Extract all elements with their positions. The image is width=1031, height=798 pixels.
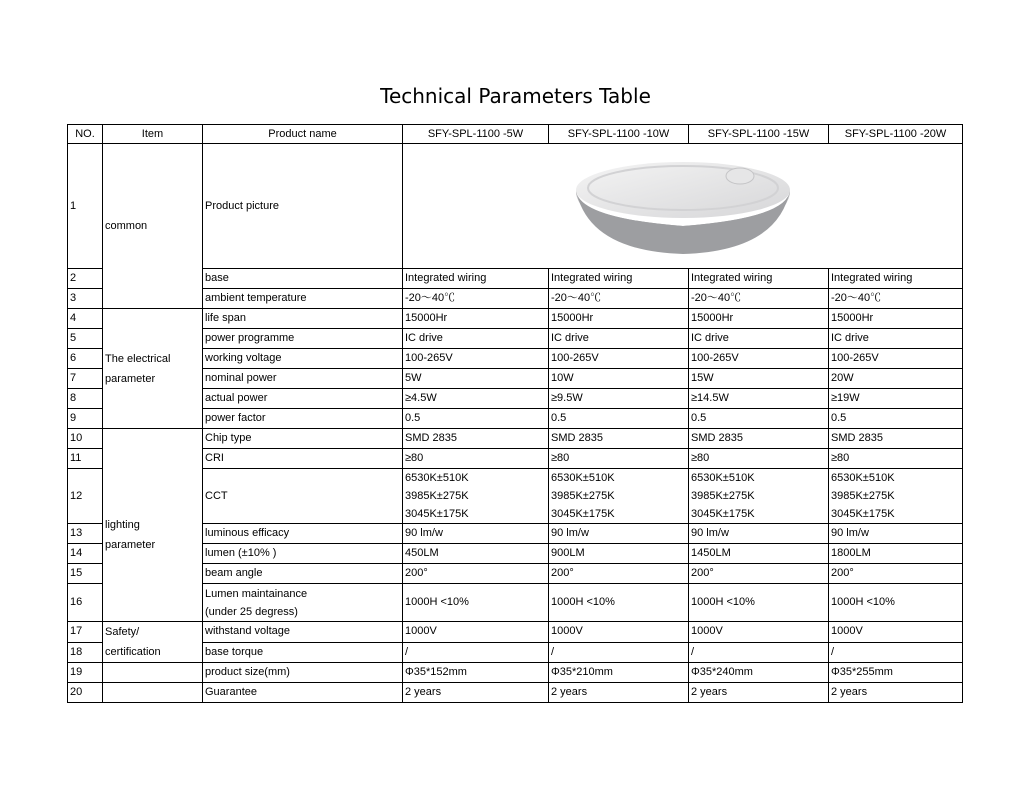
cell-value: 900LM <box>549 544 689 564</box>
table-row <box>68 429 963 449</box>
table-row <box>68 409 963 429</box>
cell-value: -20～40℃ <box>549 289 689 309</box>
cell-value: 15000Hr <box>549 309 689 329</box>
cell-value: 10W <box>549 369 689 389</box>
cell-value: 450LM <box>403 544 549 564</box>
cell-value: 1000V <box>549 622 689 643</box>
group-safety <box>103 622 203 663</box>
row-label: Guarantee <box>203 683 403 703</box>
table-row <box>68 269 963 289</box>
header-model-5w: SFY-SPL-1100 -5W <box>403 125 549 144</box>
cell-value: SMD 2835 <box>549 429 689 449</box>
table-row <box>68 309 963 329</box>
table-row <box>68 469 963 524</box>
cell-value: 90 lm/w <box>689 524 829 544</box>
row-no: 5 <box>68 329 103 349</box>
cct-line: 3045K±175K <box>405 508 469 520</box>
group-label: The electrical <box>105 352 171 365</box>
ceiling-light-image <box>568 156 798 256</box>
cell-value: 100-265V <box>829 349 963 369</box>
cell-value: 90 lm/w <box>403 524 549 544</box>
cell-value: / <box>829 642 963 663</box>
group-lighting <box>103 429 203 622</box>
cct-line: 3985K±275K <box>551 490 615 502</box>
row-label: working voltage <box>203 349 403 369</box>
cell-value-cct <box>689 469 829 524</box>
cell-value: IC drive <box>403 329 549 349</box>
cell-value: Integrated wiring <box>829 269 963 289</box>
cell-value: Φ35*255mm <box>829 663 963 683</box>
cell-value: 1000V <box>403 622 549 643</box>
row-no: 17 <box>68 622 103 643</box>
cell-value: 200° <box>549 564 689 584</box>
cell-value: 5W <box>403 369 549 389</box>
cell-value: 15000Hr <box>829 309 963 329</box>
row-no: 8 <box>68 389 103 409</box>
table-row <box>68 663 963 683</box>
cell-value: Integrated wiring <box>549 269 689 289</box>
row-no: 15 <box>68 564 103 584</box>
parameters-table <box>67 124 963 703</box>
page-title: Technical Parameters Table <box>380 84 651 108</box>
row-no: 11 <box>68 449 103 469</box>
cct-line: 6530K±510K <box>405 472 469 484</box>
cell-value: ≥80 <box>829 449 963 469</box>
cell-value-cct <box>549 469 689 524</box>
cell-value: / <box>549 642 689 663</box>
cct-line: 3045K±175K <box>691 508 755 520</box>
row-label: Chip type <box>203 429 403 449</box>
row-label: power programme <box>203 329 403 349</box>
group-label: parameter <box>105 539 156 551</box>
table-row <box>68 524 963 544</box>
cell-value: 0.5 <box>403 409 549 429</box>
cell-value: ≥80 <box>549 449 689 469</box>
cell-value: ≥4.5W <box>403 389 549 409</box>
header-model-20w: SFY-SPL-1100 -20W <box>829 125 963 144</box>
cell-value: / <box>689 642 829 663</box>
cell-value: 2 years <box>829 683 963 703</box>
header-no: NO. <box>68 125 103 144</box>
cell-value: Integrated wiring <box>689 269 829 289</box>
header-item: Item <box>103 125 203 144</box>
cell-value-cct <box>829 469 963 524</box>
group-electrical <box>103 309 203 429</box>
row-no: 14 <box>68 544 103 564</box>
cell-value: 15W <box>689 369 829 389</box>
product-picture <box>403 144 963 269</box>
table-row <box>68 544 963 564</box>
row-no: 19 <box>68 663 103 683</box>
cell-value: 1000V <box>829 622 963 643</box>
cct-line: 6530K±510K <box>691 472 755 484</box>
cell-value: 90 lm/w <box>549 524 689 544</box>
cell-value: ≥19W <box>829 389 963 409</box>
group-label: certification <box>105 646 161 658</box>
cell-value-cct <box>403 469 549 524</box>
cell-value: 200° <box>689 564 829 584</box>
cell-value: IC drive <box>549 329 689 349</box>
row-label: withstand voltage <box>203 622 403 643</box>
cell-value: 90 lm/w <box>829 524 963 544</box>
cell-value: 1000H <10% <box>549 584 689 622</box>
cell-value: Φ35*152mm <box>403 663 549 683</box>
row-label: luminous efficacy <box>203 524 403 544</box>
table-row <box>68 329 963 349</box>
table-row <box>68 369 963 389</box>
row-label: life span <box>203 309 403 329</box>
cct-line: 3045K±175K <box>551 508 615 520</box>
cell-value: 100-265V <box>403 349 549 369</box>
row-label: CCT <box>203 469 403 524</box>
cell-value: 15000Hr <box>689 309 829 329</box>
header-row <box>68 125 963 144</box>
table-row <box>68 449 963 469</box>
group-common <box>103 144 203 309</box>
empty-group-cell <box>103 683 203 703</box>
row-no: 16 <box>68 584 103 622</box>
cell-value: -20～40℃ <box>403 289 549 309</box>
table-row <box>68 584 963 622</box>
row-label: lumen (±10% ) <box>203 544 403 564</box>
row-label: power factor <box>203 409 403 429</box>
row-label-line: (under 25 degress) <box>205 605 298 618</box>
row-no: 9 <box>68 409 103 429</box>
row-no: 2 <box>68 269 103 289</box>
header-model-10w: SFY-SPL-1100 -10W <box>549 125 689 144</box>
cct-line: 3985K±275K <box>405 490 469 502</box>
cell-value: -20～40℃ <box>829 289 963 309</box>
cell-value: 15000Hr <box>403 309 549 329</box>
cell-value: 20W <box>829 369 963 389</box>
cell-value: Φ35*240mm <box>689 663 829 683</box>
cell-value: 2 years <box>549 683 689 703</box>
row-no: 3 <box>68 289 103 309</box>
header-model-15w: SFY-SPL-1100 -15W <box>689 125 829 144</box>
cell-value: SMD 2835 <box>403 429 549 449</box>
row-no: 12 <box>68 469 103 524</box>
cell-value: Integrated wiring <box>403 269 549 289</box>
cell-value: 1000H <10% <box>689 584 829 622</box>
cell-value: 0.5 <box>689 409 829 429</box>
group-label: parameter <box>105 372 156 385</box>
cell-value: ≥9.5W <box>549 389 689 409</box>
table-row <box>68 642 963 663</box>
row-no: 1 <box>68 144 103 269</box>
row-label: base torque <box>203 642 403 663</box>
cell-value: IC drive <box>689 329 829 349</box>
group-label: lighting <box>105 519 140 531</box>
cell-value: Φ35*210mm <box>549 663 689 683</box>
row-label-line: Lumen maintainance <box>205 587 308 600</box>
cell-value: SMD 2835 <box>829 429 963 449</box>
row-label: base <box>203 269 403 289</box>
row-no: 7 <box>68 369 103 389</box>
group-label: common <box>105 220 148 232</box>
cct-line: 3985K±275K <box>831 490 895 502</box>
empty-group-cell <box>103 663 203 683</box>
row-label: CRI <box>203 449 403 469</box>
cell-value: 1800LM <box>829 544 963 564</box>
row-label: product size(mm) <box>203 663 403 683</box>
cct-line: 6530K±510K <box>551 472 615 484</box>
row-label: ambient temperature <box>203 289 403 309</box>
header-product-name: Product name <box>203 125 403 144</box>
cct-line: 3985K±275K <box>691 490 755 502</box>
cell-value: / <box>403 642 549 663</box>
row-label: beam angle <box>203 564 403 584</box>
cell-value: 1000H <10% <box>403 584 549 622</box>
group-label: Safety/ <box>105 626 140 638</box>
row-label: nominal power <box>203 369 403 389</box>
row-label: actual power <box>203 389 403 409</box>
cell-value: 0.5 <box>549 409 689 429</box>
row-label: Product picture <box>203 144 403 269</box>
cell-value: 2 years <box>403 683 549 703</box>
cell-value: IC drive <box>829 329 963 349</box>
cct-line: 6530K±510K <box>831 472 895 484</box>
row-no: 13 <box>68 524 103 544</box>
cell-value: 100-265V <box>689 349 829 369</box>
cell-value: 1450LM <box>689 544 829 564</box>
cell-value: 1000H <10% <box>829 584 963 622</box>
table-row <box>68 349 963 369</box>
row-no: 4 <box>68 309 103 329</box>
row-label <box>203 584 403 622</box>
row-no: 10 <box>68 429 103 449</box>
table-row <box>68 389 963 409</box>
cell-value: -20～40℃ <box>689 289 829 309</box>
row-no: 6 <box>68 349 103 369</box>
cell-value: 0.5 <box>829 409 963 429</box>
cell-value: ≥80 <box>689 449 829 469</box>
cell-value: SMD 2835 <box>689 429 829 449</box>
cell-value: 200° <box>403 564 549 584</box>
cell-value: 2 years <box>689 683 829 703</box>
cell-value: ≥14.5W <box>689 389 829 409</box>
table-row <box>68 289 963 309</box>
row-no: 18 <box>68 642 103 663</box>
cell-value: ≥80 <box>403 449 549 469</box>
table-row <box>68 144 963 269</box>
table-row <box>68 683 963 703</box>
cell-value: 200° <box>829 564 963 584</box>
table-row <box>68 622 963 643</box>
cell-value: 1000V <box>689 622 829 643</box>
cell-value: 100-265V <box>549 349 689 369</box>
table-row <box>68 564 963 584</box>
cct-line: 3045K±175K <box>831 508 895 520</box>
row-no: 20 <box>68 683 103 703</box>
